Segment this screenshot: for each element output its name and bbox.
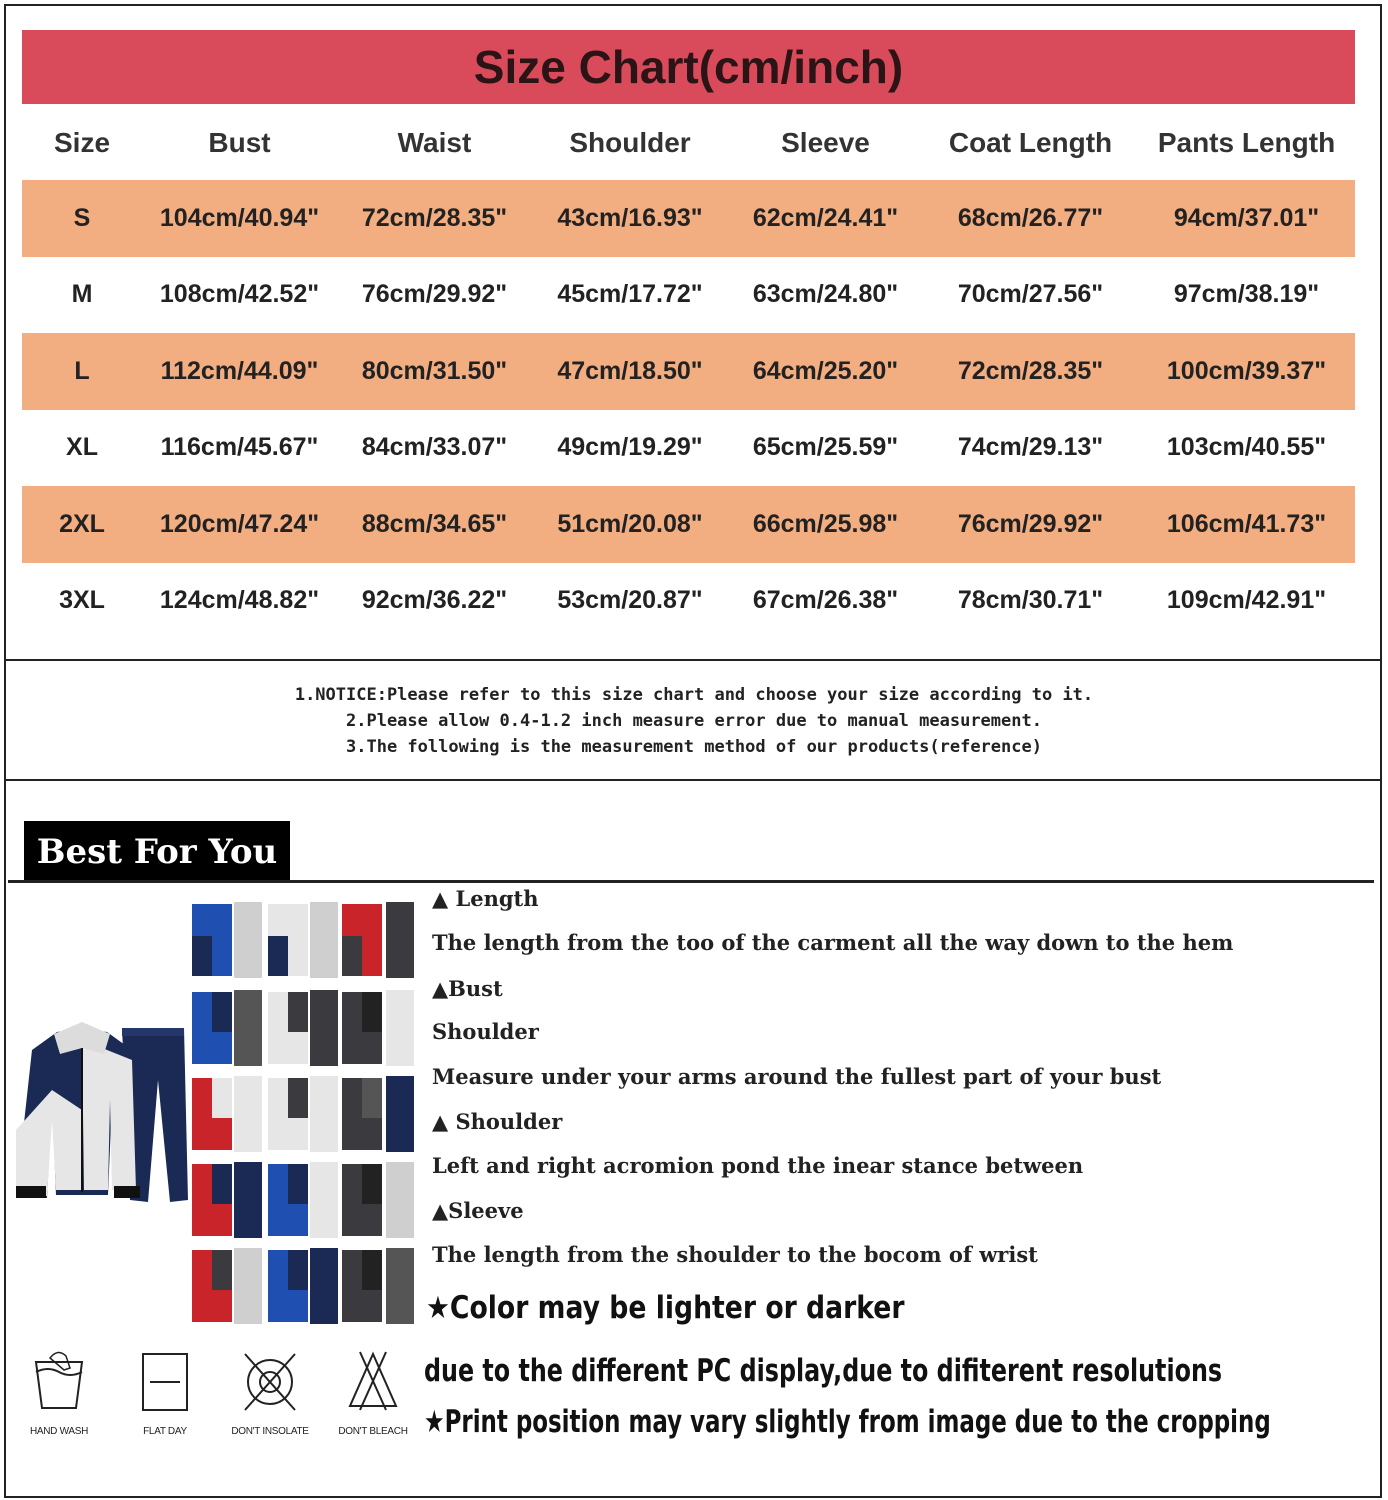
bust-heading: ▲Bust xyxy=(432,976,503,1001)
waist-cell: 80cm/31.50" xyxy=(337,333,532,410)
header-coat-length: Coat Length xyxy=(948,127,1113,158)
waist-cell: 92cm/36.22" xyxy=(361,586,508,615)
notice-line-2: 2.Please allow 0.4-1.2 inch measure error due to manual measurement. xyxy=(346,711,1042,731)
header-bust: Bust xyxy=(208,127,271,158)
dont-insolate-icon xyxy=(225,1348,315,1419)
sleeve-heading: ▲Sleeve xyxy=(432,1198,524,1223)
notice-line-1: 1.NOTICE:Please refer to this size chart and choose your size according to it. xyxy=(294,685,1094,705)
coat-length-cell: 68cm/26.77" xyxy=(923,180,1138,257)
bust-cell: 112cm/44.09" xyxy=(142,333,337,410)
size-cell: 3XL xyxy=(59,586,105,615)
shoulder-cell: 53cm/20.87" xyxy=(557,586,703,615)
sleeve-cell: 64cm/25.20" xyxy=(728,333,923,410)
pants-length-cell: 103cm/40.55" xyxy=(1166,433,1327,462)
table-row xyxy=(22,410,1355,487)
size-table xyxy=(22,106,1355,639)
variant-row-4 xyxy=(192,1162,414,1238)
shoulder-heading: ▲ Shoulder xyxy=(432,1109,563,1134)
bust-cell: 124cm/48.82" xyxy=(159,586,320,615)
header-row xyxy=(22,106,1355,180)
size-cell: 2XL xyxy=(22,486,142,563)
bust-description: Measure under your arms around the fullest part of your bust xyxy=(432,1064,1162,1089)
variant-row-1 xyxy=(192,902,414,978)
waist-cell: 84cm/33.07" xyxy=(361,433,508,462)
bust-cell: 108cm/42.52" xyxy=(159,280,320,309)
sleeve-cell: 63cm/24.80" xyxy=(752,280,899,309)
sleeve-cell: 62cm/24.41" xyxy=(728,180,923,257)
hand-wash-label: HAND WASH xyxy=(29,1426,89,1437)
display-note: due to the different PC display,due to difiterent resolutions xyxy=(424,1353,1223,1389)
bust-cell: 104cm/40.94" xyxy=(142,180,337,257)
sleeve-cell: 65cm/25.59" xyxy=(752,433,899,462)
print-note: ★Print position may vary slightly from image due to the cropping xyxy=(424,1404,1271,1440)
shoulder-description: Left and right acromion pond the inear stance between xyxy=(432,1153,1084,1178)
size-cell: L xyxy=(22,333,142,410)
size-cell: M xyxy=(71,280,93,309)
header-shoulder: Shoulder xyxy=(569,127,691,158)
table-row xyxy=(22,563,1355,640)
table-row xyxy=(22,486,1355,563)
coat-length-cell: 72cm/28.35" xyxy=(923,333,1138,410)
bust-cell: 120cm/47.24" xyxy=(142,486,337,563)
length-description: The length from the too of the carment all the way down to the hem xyxy=(432,930,1234,955)
pants-length-cell: 109cm/42.91" xyxy=(1166,586,1327,615)
sleeve-description: The length from the shoulder to the bocom of wrist xyxy=(432,1242,1038,1267)
bust-cell: 116cm/45.67" xyxy=(160,433,319,462)
coat-length-cell: 70cm/27.56" xyxy=(957,280,1104,309)
table-row xyxy=(22,257,1355,334)
shoulder-cell: 49cm/19.29" xyxy=(557,433,703,462)
sleeve-cell: 67cm/26.38" xyxy=(752,586,899,615)
divider xyxy=(4,779,1380,781)
pants-length-cell: 100cm/39.37" xyxy=(1138,333,1355,410)
coat-length-cell: 76cm/29.92" xyxy=(923,486,1138,563)
flat-dry-icon xyxy=(120,1348,210,1419)
shoulder-cell: 43cm/16.93" xyxy=(532,180,728,257)
divider xyxy=(4,659,1380,661)
waist-cell: 72cm/28.35" xyxy=(337,180,532,257)
notice-block xyxy=(0,682,1388,760)
size-chart-title: Size Chart(cm/inch) xyxy=(22,30,1355,104)
variant-row-2 xyxy=(192,990,414,1066)
notice-line-3: 3.The following is the measurement method of our products(reference) xyxy=(346,737,1042,757)
variant-row-5 xyxy=(192,1248,414,1324)
section-title: Best For You xyxy=(24,821,290,883)
color-variants-grid xyxy=(190,896,420,1332)
shoulder-cell: 51cm/20.08" xyxy=(532,486,728,563)
table-row xyxy=(22,333,1355,410)
size-cell: S xyxy=(22,180,142,257)
header-sleeve: Sleeve xyxy=(781,127,870,158)
dont-bleach-label: DON'T BLEACH xyxy=(338,1426,408,1437)
hand-wash-icon xyxy=(14,1348,104,1419)
shoulder-cell: 45cm/17.72" xyxy=(557,280,703,309)
coat-length-cell: 74cm/29.13" xyxy=(957,433,1104,462)
waist-cell: 88cm/34.65" xyxy=(337,486,532,563)
pants-length-cell: 97cm/38.19" xyxy=(1173,280,1320,309)
coat-length-cell: 78cm/30.71" xyxy=(957,586,1104,615)
variant-row-3 xyxy=(192,1076,414,1152)
header-size: Size xyxy=(53,127,111,158)
header-waist: Waist xyxy=(397,127,472,158)
table-row xyxy=(22,180,1355,257)
tracksuit-main-image xyxy=(12,1020,190,1205)
waist-cell: 76cm/29.92" xyxy=(361,280,508,309)
pants-length-cell: 94cm/37.01" xyxy=(1138,180,1355,257)
flat-dry-label: FLAT DAY xyxy=(143,1426,187,1437)
dont-insolate-label: DON'T INSOLATE xyxy=(231,1426,309,1437)
header-pants-length: Pants Length xyxy=(1157,127,1336,158)
bust-subheading: Shoulder xyxy=(432,1019,539,1044)
shoulder-cell: 47cm/18.50" xyxy=(532,333,728,410)
length-heading: ▲ Length xyxy=(432,886,539,911)
size-cell: XL xyxy=(66,433,98,462)
dont-bleach-icon xyxy=(328,1348,418,1419)
pants-length-cell: 106cm/41.73" xyxy=(1138,486,1355,563)
color-note: ★Color may be lighter or darker xyxy=(426,1290,905,1326)
section-underline xyxy=(8,880,1374,883)
sleeve-cell: 66cm/25.98" xyxy=(728,486,923,563)
